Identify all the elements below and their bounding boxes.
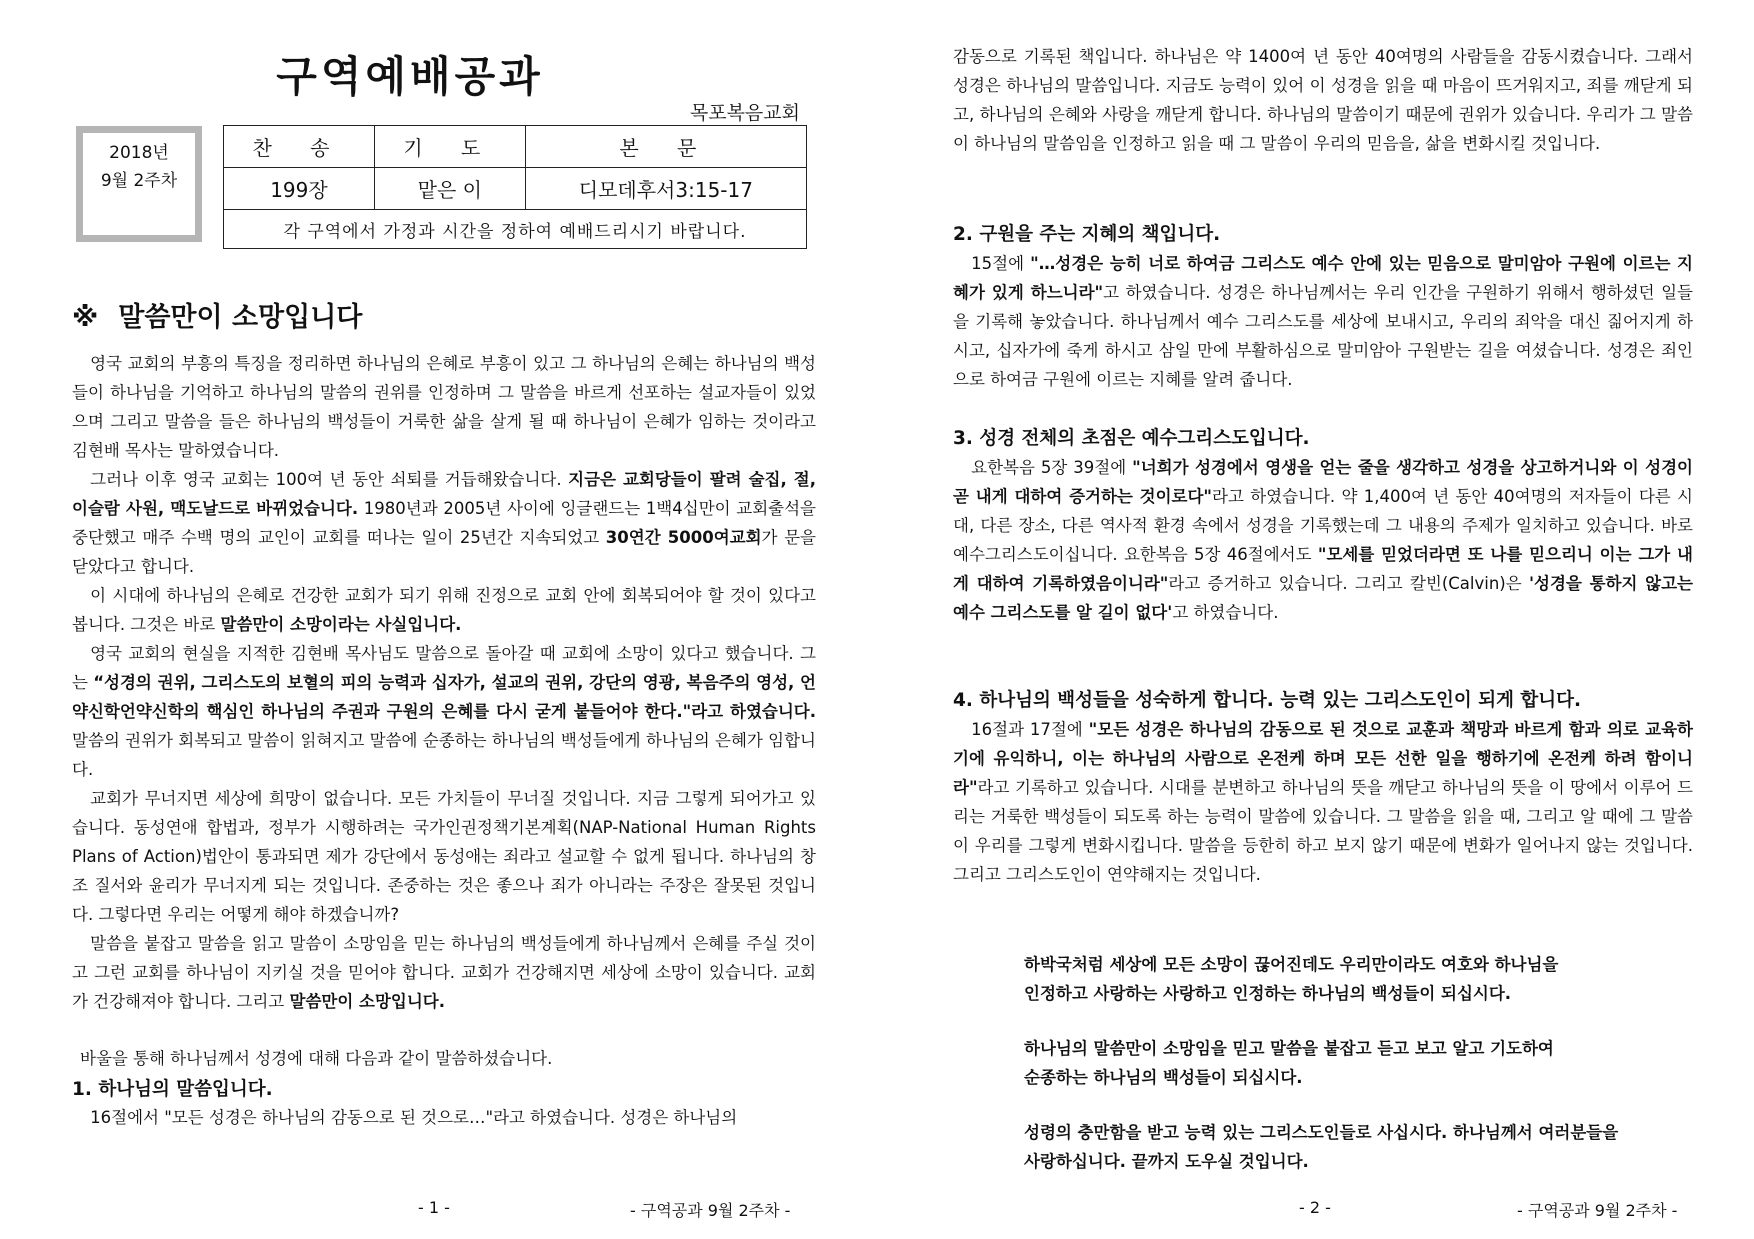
table-header-hymn: 찬 송 [224, 126, 375, 168]
section-3-heading: 3. 성경 전체의 초점은 예수그리스도입니다. [953, 428, 1310, 449]
section-2-heading: 2. 구원을 주는 지혜의 책입니다. [953, 224, 1221, 245]
paragraph: 영국 교회의 부흥의 특징을 정리하면 하나님의 은혜로 부흥이 있고 그 하나님의 은혜는 하나님의 백성들이 하나님을 기억하고 하나님의 말씀의 권위를 인정하며 그 말씀을 바르게 선포하는 설교자들이 있었으며 그리고 말씀을 들은 하나님의 백성들이 거룩한 삶을 살게 될 때 하나님이 은혜가 임하는 것이라고 김현배 목사는 말하였습니다. [72, 354, 816, 460]
date-year: 2018년 [109, 143, 169, 163]
table-header-scripture: 본 문 [525, 126, 806, 168]
page-title: 구역예배공과 [276, 52, 544, 101]
paragraph: 말씀을 붙잡고 말씀을 읽고 말씀이 소망임을 믿는 하나님의 백성들에게 하나님께서 은혜를 주실 것이고 그런 교회를 하나님이 지키실 것을 믿어야 합니다. 교회가 건강해지면 세상에 소망이 있습니다. 교회가 건강해져야 합니다. 그리고 말씀만이 소망입니다. [72, 934, 816, 1011]
paragraph: 영국 교회의 현실을 지적한 김현배 목사님도 말씀으로 돌아갈 때 교회에 소망이 있다고 했습니다. 그는 “성경의 권위, 그리스도의 보혈의 피의 능력과 십자가, 설교의 권위, 강단의 영광, 복음주의 영성, 언약신학언약신학의 핵심인 하나님의 주권과 구원의 은혜를 다시 굳게 붙들어야 한다."라고 하였습니다. 말씀의 권위가 회복되고 말씀이 읽혀지고 말씀에 순종하는 하나님의 백성들에게 하나님의 은혜가 임합니다. [72, 644, 816, 779]
paragraph: 그러나 이후 영국 교회는 100여 년 동안 쇠퇴를 거듭해왔습니다. 지금은 교회당들이 팔려 술집, 절, 이슬람 사원, 맥도날드로 바뀌었습니다. 1980년과 2005년 사이에 잉글랜드는 1백4십만이 교회출석을 중단했고 매주 수백 명의 교인이 교회를 떠나는 일이 25년간 지속되었고 30연간 5000여교회가 문을 닫았다고 합니다. [72, 470, 816, 576]
reference-mark: ※ [72, 302, 99, 333]
table-header-prayer: 기 도 [374, 126, 525, 168]
page-number: - 1 - [418, 1198, 450, 1217]
church-name: 목포복음교회 [689, 102, 800, 124]
closing-exhortation-3: 성령의 충만함을 받고 능력 있는 그리스도인들로 사십시다. 하나님께서 여러분들을 사랑하십니다. 끝까지 도우실 것입니다. [1024, 1123, 1619, 1171]
worship-info-table [223, 125, 807, 249]
table-value-hymn: 199장 [224, 168, 375, 210]
page-footer: - 구역공과 9월 2주차 - [630, 1201, 791, 1220]
date-box [76, 126, 202, 242]
section-2-text: 15절에 "…성경은 능히 너로 하여금 그리스도 예수 안에 있는 믿음으로 말미암아 구원에 이르는 지혜가 있게 하느니라"고 하였습니다. 성경은 하나님께서는 우리 인간을 구원하기 위해서 행하셨던 일들을 기록해 놓았습니다. 하나님께서 예수 그리스도를 세상에 보내시고, 우리의 죄악을 대신 짊어지게 하시고, 십자가에 죽게 하시고 삼일 만에 부활하심으로 말미암아 구원받는 길을 여셨습니다. 성경은 죄인으로 하여금 구원에 이르는 지혜를 알려 줍니다. [953, 254, 1693, 389]
page-right [877, 0, 1754, 1239]
section-1-text: 16절에서 "모든 성경은 하나님의 감동으로 된 것으로…"라고 하였습니다. 성경은 하나님의 [90, 1108, 738, 1127]
intro-line: 바울을 통해 하나님께서 성경에 대해 다음과 같이 말씀하셨습니다. [80, 1049, 553, 1068]
paragraph: 이 시대에 하나님의 은혜로 건강한 교회가 되기 위해 진정으로 교회 안에 회복되어야 할 것이 있다고 봅니다. 그것은 바로 말씀만이 소망이라는 사실입니다. [72, 586, 816, 634]
closing-exhortation-2: 하나님의 말씀만이 소망임을 믿고 말씀을 붙잡고 듣고 보고 알고 기도하여 순종하는 하나님의 백성들이 되십시다. [1024, 1039, 1554, 1087]
section-4-text: 16절과 17절에 "모든 성경은 하나님의 감동으로 된 것으로 교훈과 책망과 바르게 함과 의로 교육하기에 유익하니, 이는 하나님의 사람으로 온전케 하며 모든 선한 일을 행하기에 온전케 하려 함이니라"라고 기록하고 있습니다. 시대를 분변하고 하나님의 뜻을 깨닫고 하나님의 뜻을 이 땅에서 이루어 드리는 거룩한 백성들이 되도록 하는 능력이 말씀에 있습니다. 그 말씀을 읽을 때, 그리고 알 때에 그 말씀이 우리를 그렇게 변화시킵니다. 말씀을 등한히 하고 보지 않기 때문에 변화가 일어나지 않는 것입니다. 그리고 그리스도인이 연약해지는 것입니다. [953, 720, 1693, 884]
date-week: 9월 2주차 [100, 171, 178, 191]
table-value-scripture: 디모데후서3:15-17 [525, 168, 806, 210]
section-4-heading: 4. 하나님의 백성들을 성숙하게 합니다. 능력 있는 그리스도인이 되게 합니다. [953, 690, 1582, 711]
paragraph: 교회가 무너지면 세상에 희망이 없습니다. 모든 가치들이 무너질 것입니다. 지금 그렇게 되어가고 있습니다. 동성연애 합법과, 정부가 시행하려는 국가인권정책기본계획(NAP-National Human Rights Plans of Action)법안이 통과되면 제가 강단에서 동성애는 죄라고 설교할 수 없게 됩니다. 하나님의 창조 질서와 윤리가 무너지게 되는 것입니다. 존중하는 것은 좋으나 죄가 아니라는 주장은 잘못된 것입니다. 그렇다면 우리는 어떻게 해야 하겠습니까? [72, 789, 816, 924]
section-1-heading: 1. 하나님의 말씀입니다. [72, 1079, 273, 1100]
section-1-continued: 감동으로 기록된 책입니다. 하나님은 약 1400여 년 동안 40여명의 사람들을 감동시켰습니다. 그래서 성경은 하나님의 말씀입니다. 지금도 능력이 있어 이 성경을 읽을 때 마음이 뜨거워지고, 죄를 깨닫게 되고, 하나님의 은혜와 사랑을 깨닫게 합니다. 하나님의 말씀이기 때문에 권위가 있습니다. 우리가 그 말씀이 하나님의 말씀임을 인정하고 읽을 때 그 말씀이 우리의 믿음을, 삶을 변화시킬 것입니다. [953, 47, 1693, 153]
closing-exhortation-1: 하박국처럼 세상에 모든 소망이 끊어진데도 우리만이라도 여호와 하나님을 인정하고 사랑하는 사랑하고 인정하는 하나님의 백성들이 되십시다. [1024, 955, 1559, 1003]
table-note: 각 구역에서 가정과 시간을 정하여 예배드리시기 바랍니다. [224, 210, 807, 249]
page-footer: - 구역공과 9월 2주차 - [1517, 1201, 1678, 1220]
table-value-prayer: 맡은 이 [374, 168, 525, 210]
sermon-heading-text: 말씀만이 소망입니다 [118, 302, 363, 333]
section-3-text: 요한복음 5장 39절에 "너희가 성경에서 영생을 얻는 줄을 생각하고 성경을 상고하거니와 이 성경이 곧 내게 대하여 증거하는 것이로다"라고 하였습니다. 약 1,400여 년 동안 40여명의 저자들이 다른 시대, 다른 장소, 다른 역사적 환경 속에서 성경을 기록했는데 그 내용의 주제가 일치하고 있습니다. 바로 예수그리스도이십니다. 요한복음 5장 46절에서도 "모세를 믿었더라면 또 나를 믿으리니 이는 그가 내게 대하여 기록하였음이니라"라고 증거하고 있습니다. 그리고 칼빈(Calvin)은 '성경을 통하지 않고는 예수 그리스도를 알 길이 없다'고 하였습니다. [953, 458, 1693, 622]
page-number: - 2 - [1299, 1198, 1331, 1217]
sermon-body [72, 349, 816, 1016]
sermon-heading [72, 295, 362, 334]
